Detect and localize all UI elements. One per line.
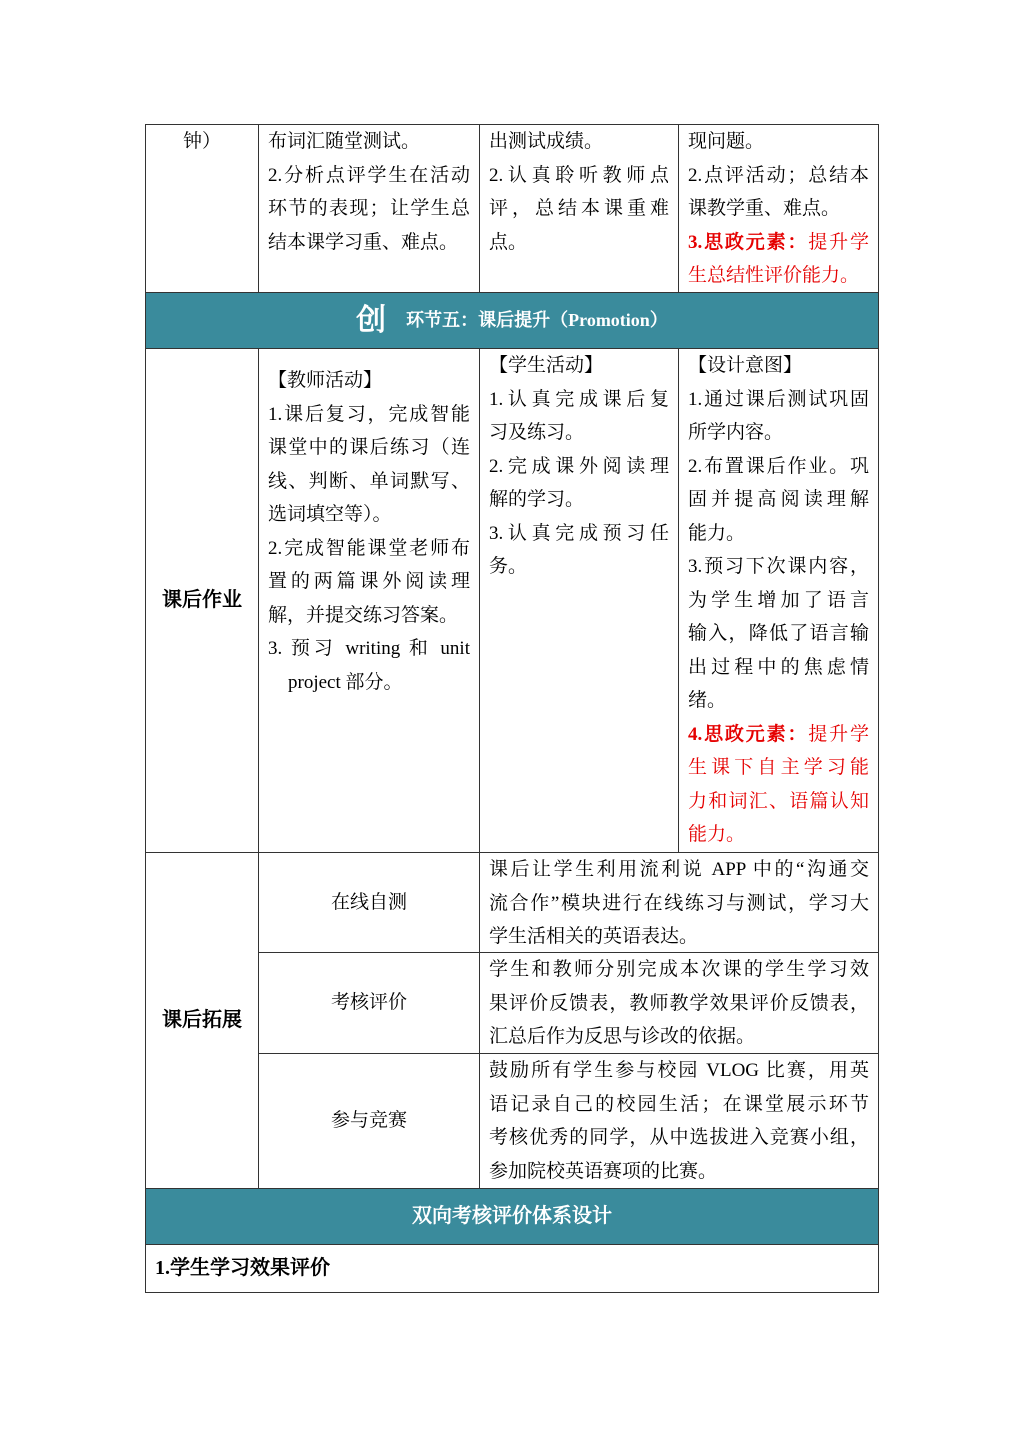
text-line: 为学生增加了语言 [688,589,869,611]
paragraph [688,125,869,159]
text-line: 务。 [489,556,528,577]
time-cell [145,124,259,293]
extension-label-cell [145,852,259,1189]
text-line: 所学内容。 [688,422,784,443]
extension-item-name-cell [258,952,480,1054]
text-line: 果评价反馈表，教师教学效果评价反馈表， [489,992,869,1014]
ideology-paragraph [688,718,869,852]
paragraph [688,159,869,226]
stage-title: 环节五：课后提升（Promotion） [406,309,668,330]
text-line: 力和词汇、语篇认知 [688,790,869,812]
paragraph [688,550,869,718]
text-line: 点。 [489,231,528,253]
text-line: 输入，降低了语言输 [688,623,869,644]
text-line: 课教学重、难点。 [688,198,841,219]
text-line: 生总结性评价能力。 [688,265,860,286]
text-line: 参加院校英语赛项的比赛。 [489,1160,718,1182]
paragraph [268,632,470,699]
text-line: 生课下自主学习能 [688,757,869,778]
text-line: 课堂中的课后练习（连 [268,437,470,458]
design-intent-cell [678,348,879,853]
evaluation-subsection-title: 1.学生学习效果评价 [155,1256,330,1279]
ideology-paragraph [688,226,869,293]
text-line: 考核优秀的同学，从中选拔进入竞赛小组， [489,1127,869,1148]
text-line: 2.完成智能课堂老师布 [268,537,470,559]
paragraph [688,450,869,551]
text-line: 现问题。 [688,131,765,152]
text-line: 能力。 [688,824,746,845]
row-label-homework: 课后作业 [162,588,242,611]
paragraph [489,159,669,260]
extension-item-name: 参与竞赛 [330,1110,407,1132]
text-line [688,226,869,260]
text-line: 1.课后复习，完成智能 [268,403,470,425]
paragraph [489,517,669,584]
text-line: 1.通过课后测试巩固 [688,388,869,410]
text-line: 环节的表现；让学生总 [268,198,470,219]
paragraph [489,383,669,450]
teacher-activity-cell [258,124,480,293]
text-line: 结本课学习重、难点。 [268,231,459,253]
student-activity-cell [479,124,679,293]
text-line: 绪。 [688,690,727,711]
homework-label-cell [145,348,259,853]
text-line: 1.认真完成课后复 [489,388,669,410]
paragraph [489,450,669,517]
paragraph [688,383,869,450]
text-line: 2.认真聆听教师点 [489,164,669,186]
paragraph [268,532,470,633]
text-line: 2.分析点评学生在活动 [268,164,470,186]
text-line: 3.认真完成预习任 [489,522,669,544]
ideology-text: 提升学 [808,231,869,253]
text-line: 学生和教师分别完成本次课的学生学习效 [489,959,869,980]
text-line: 习及练习。 [489,422,585,443]
extension-item-desc-cell [479,952,879,1054]
section-heading: 【教师活动】 [268,370,383,391]
extension-item-name: 在线自测 [330,891,407,913]
text-line: 汇总后作为反思与诊改的依据。 [489,1026,756,1047]
evaluation-title: 双向考核评价体系设计 [412,1204,612,1227]
text-line: 出测试成绩。 [489,131,604,152]
text-line: 线、判断、单词默写、 [268,470,470,492]
text-line: 出过程中的焦虑情 [688,656,869,678]
paragraph [268,159,470,260]
text-line: 3. 预习 writing 和 unit [268,638,470,659]
text-line: 布词汇随堂测试。 [268,131,421,152]
text-line: 解，并提交练习答案。 [268,604,459,626]
extension-item-name-cell [258,852,480,953]
extension-item-desc-cell [479,852,879,953]
text-line: 2.点评活动；总结本 [688,164,869,186]
text-line: 评，总结本课重难 [489,198,669,219]
text-line: 能力。 [688,522,746,544]
row-label-extension: 课后拓展 [162,1008,242,1031]
evaluation-subsection-cell [145,1244,879,1293]
paragraph [489,125,669,159]
section-heading: 【设计意图】 [688,355,803,376]
text-line: 流合作”模块进行在线练习与测试，学习大 [489,892,869,914]
text-line [688,718,869,752]
text-line: 置的两篇课外阅读理 [268,571,470,592]
design-intent-cell [678,124,879,293]
ideology-text: 提升学 [808,723,869,745]
text-line: 选词填空等）。 [268,504,392,525]
text-line: 解的学习。 [489,489,585,510]
extension-item-desc-cell [479,1053,879,1189]
extension-item-name: 考核评价 [330,992,407,1014]
text-line: 2.完成课外阅读理 [489,455,669,477]
teacher-activity-cell [258,348,480,853]
ideology-label: 3.思政元素： [688,231,809,253]
text-line: 2.布置课后作业。巩 [688,455,869,477]
text-line: 固并提高阅读理解 [688,489,869,510]
text-line: 3.预习下次课内容， [688,556,869,577]
paragraph [268,398,470,532]
evaluation-header [145,1188,879,1245]
text-line: 课后让学生利用流利说 APP 中的“沟通交 [489,859,869,880]
paragraph [268,125,470,159]
text-line: 鼓励所有学生参与校园 VLOG 比赛，用英 [489,1060,869,1081]
section-heading: 【学生活动】 [489,355,604,376]
extension-item-name-cell [258,1053,480,1189]
text-line: 语记录自己的校园生活；在课堂展示环节 [489,1093,869,1115]
text-line: 学生活相关的英语表达。 [489,926,699,947]
text-line: project 部分。 [288,671,403,693]
stage5-header [145,292,879,349]
ideology-label: 4.思政元素： [688,723,809,745]
time-label-tail: 钟） [182,131,221,152]
stage-glyph: 创 [356,303,387,337]
student-activity-cell [479,348,679,853]
